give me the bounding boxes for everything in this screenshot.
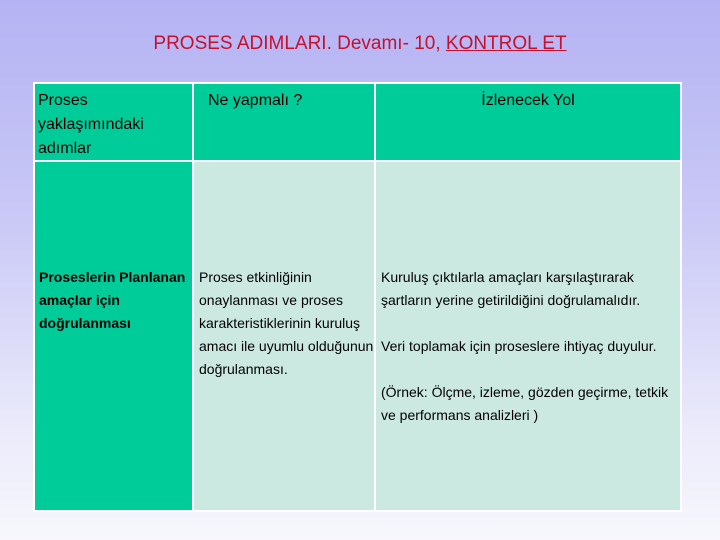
approach-paragraph: Kuruluş çıktılarla amaçları karşılaştırarak şartların yerine getirildiğini doğrulamalıdır. <box>381 269 641 308</box>
header-steps-label: Proses yaklaşımındaki adımlar <box>38 92 144 157</box>
header-what-to-do <box>194 84 374 160</box>
approach-paragraph: (Örnek: Ölçme, izleme, gözden geçirme, tetkik ve performans analizleri ) <box>381 384 669 423</box>
what-to-do-cell <box>194 162 374 510</box>
slide-title-emphasis: KONTROL ET <box>445 33 567 54</box>
header-what-to-do-label: Ne yapmalı ? <box>208 92 303 109</box>
approach-cell <box>376 162 680 510</box>
header-approach <box>376 84 680 160</box>
what-to-do-text: Proses etkinliğinin onaylanması ve proses karakteristiklerinin kuruluş amacı ile uyumlu olduğunun doğrulanması. <box>199 269 374 377</box>
header-steps <box>35 84 192 160</box>
slide-title-prefix: PROSES ADIMLARI. Devamı- 10, <box>153 33 446 54</box>
approach-paragraph: Veri toplamak için proseslere ihtiyaç duyulur. <box>381 338 657 354</box>
step-cell <box>35 162 192 510</box>
header-approach-label: İzlenecek Yol <box>481 92 575 109</box>
step-text: Proseslerin Planlanan amaçlar için doğrulanması <box>39 269 186 331</box>
slide-title <box>0 33 720 55</box>
process-steps-table <box>33 82 682 512</box>
